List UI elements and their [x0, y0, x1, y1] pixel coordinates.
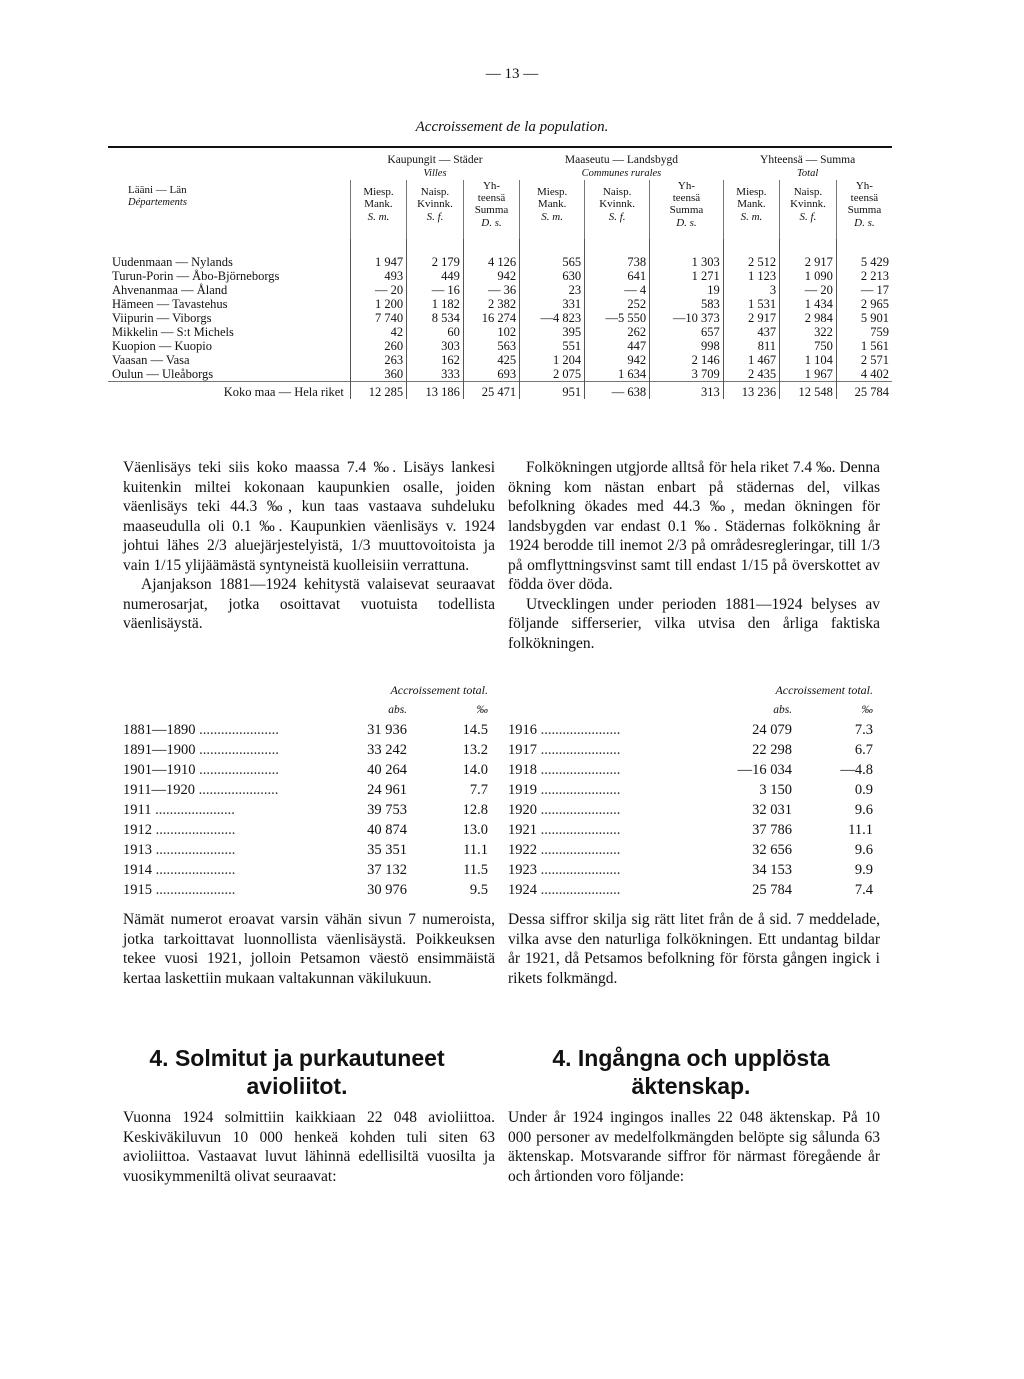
page-number: — 13 —	[485, 66, 539, 82]
table-cell: 1 090	[780, 269, 837, 283]
series-row	[508, 740, 873, 760]
table-cell: 1 104	[780, 353, 837, 367]
table-cell: —4 823	[520, 311, 585, 325]
table-cell: —10 373	[650, 311, 724, 325]
table-cell: 2 917	[723, 311, 779, 325]
table-cell: 263	[350, 353, 406, 367]
region-name: Koko maa — Hela riket	[108, 382, 350, 400]
table-row	[108, 367, 892, 382]
table-cell: 5 429	[836, 239, 892, 269]
table-cell: 583	[650, 297, 724, 311]
table-cell: 942	[463, 269, 519, 283]
series-row	[123, 820, 488, 840]
table-cell: 1 561	[836, 339, 892, 353]
table-cell: 162	[407, 353, 464, 367]
col-female: Naisp. Kvinnk. S. f.	[585, 180, 650, 239]
col-female: Naisp. Kvinnk. S. f.	[407, 180, 464, 239]
series-row	[123, 880, 488, 900]
series-abs: 40 264	[367, 762, 408, 778]
table-cell: 13 236	[723, 382, 779, 400]
table-cell: — 4	[585, 283, 650, 297]
series-abs: 40 874	[367, 822, 408, 838]
series-abs: 25 784	[752, 882, 793, 898]
table-cell: 12 285	[350, 382, 406, 400]
series-abs: 32 031	[752, 802, 793, 818]
series-year: 1919 ......................	[508, 782, 621, 798]
sv-growth-series	[508, 680, 873, 900]
fi-paragraph-2: Ajanjakson 1881—1924 kehitystä valaisevat seuraavat numerosarjat, jotka osoittavat vuotuista todellista väenlisäystä.	[123, 576, 495, 632]
series-row	[508, 800, 873, 820]
table-row	[108, 283, 892, 297]
table-cell: 8 534	[407, 311, 464, 325]
table-cell: 2 179	[407, 239, 464, 269]
population-table	[108, 146, 892, 399]
series-rel: 14.0	[462, 762, 488, 778]
series-row	[508, 820, 873, 840]
region-name: Ahvenanmaa — Åland	[112, 283, 228, 297]
series-year: 1915 ......................	[123, 882, 236, 898]
series-abs: 35 351	[367, 842, 408, 858]
table-cell: 2 213	[836, 269, 892, 283]
fi-paragraph-1: Väenlisäys teki siis koko maassa 7.4 ‰. Lisäys lankesi kuitenkin miltei kokonaan kaupunkien osalle, joiden väenlisäys teki 44.3 ‰, kun taas vastaava suhdeluku maaseudulla oli 0.1 ‰. Kaupunkien väenlisäys v. 1924 johtui lähes 2/3 aluejärjestelyistä, 1/3 muuttovoitoista ja vain 1/15 ylijäämästä syntyneistä kuolleisiin verrattuna.	[123, 459, 495, 574]
series-abs: 37 786	[752, 822, 793, 838]
series-rel: 7.3	[854, 722, 873, 738]
sv-paragraph-4: Under år 1924 ingingos inalles 22 048 äktenskap. På 10 000 personer av medelfolkmängden belöpte sig sålunda 63 äktenskap. Motsvarande siffror för närmast föregående år och årtionden voro följande:	[508, 1109, 880, 1185]
table-cell: 759	[836, 325, 892, 339]
table-cell: 2 146	[650, 353, 724, 367]
table-cell: 565	[520, 239, 585, 269]
table-cell: — 638	[585, 382, 650, 400]
table-cell: 262	[585, 325, 650, 339]
series-title: Accroissement total.	[775, 683, 873, 697]
table-cell: 1 434	[780, 297, 837, 311]
fi-paragraph-3: Nämät numerot eroavat varsin vähän sivun 7 numeroista, jotka tarkoittavat luonnollista väenlisäystä. Poikkeuksen tekee vuosi 1921, jolloin Petsamon väestö ensimmäistä kertaa laskettiin mukaan valtakunnan väkilukuun.	[123, 911, 495, 987]
table-total-row	[108, 382, 892, 400]
series-year: 1913 ......................	[123, 842, 236, 858]
region-name: Uudenmaan — Nylands	[112, 255, 233, 269]
table-cell: — 17	[836, 283, 892, 297]
table-cell: 2 571	[836, 353, 892, 367]
series-abs: 39 753	[367, 802, 408, 818]
table-cell: 16 274	[463, 311, 519, 325]
table-cell: 303	[407, 339, 464, 353]
table-cell: 1 271	[650, 269, 724, 283]
series-row	[508, 780, 873, 800]
table-cell: 2 512	[723, 239, 779, 269]
table-cell: 1 531	[723, 297, 779, 311]
col-total: Yh- teensä Summa D. s.	[650, 180, 724, 239]
col-female: Naisp. Kvinnk. S. f.	[780, 180, 837, 239]
series-year: 1923 ......................	[508, 862, 621, 878]
series-row	[508, 880, 873, 900]
series-rel: 11.5	[463, 862, 488, 878]
table-cell: 738	[585, 239, 650, 269]
series-year: 1924 ......................	[508, 882, 621, 898]
table-cell: 750	[780, 339, 837, 353]
series-year: 1912 ......................	[123, 822, 236, 838]
table-cell: 1 123	[723, 269, 779, 283]
series-abs: 37 132	[367, 862, 408, 878]
series-year: 1911 ......................	[123, 802, 235, 818]
table-cell: 1 634	[585, 367, 650, 382]
series-abs-header: abs.	[773, 704, 793, 716]
table-cell: 2 965	[836, 297, 892, 311]
series-abs: 24 961	[367, 782, 408, 798]
table-caption: Accroissement de la population.	[415, 119, 609, 135]
series-rel: 11.1	[848, 822, 873, 838]
table-cell: 360	[350, 367, 406, 382]
series-row	[123, 760, 488, 780]
table-cell: 449	[407, 269, 464, 283]
table-cell: 2 984	[780, 311, 837, 325]
table-cell: 630	[520, 269, 585, 283]
series-year: 1914 ......................	[123, 862, 236, 878]
table-cell: 693	[463, 367, 519, 382]
table-row	[108, 325, 892, 339]
series-rel: 9.6	[854, 802, 873, 818]
table-row	[108, 353, 892, 367]
group-header-total: Yhteensä — Summa Total	[723, 147, 892, 180]
series-row	[123, 780, 488, 800]
series-rel: 11.1	[463, 842, 488, 858]
group-header-towns: Kaupungit — Städer Villes	[350, 147, 519, 180]
table-cell: 1 200	[350, 297, 406, 311]
table-cell: 437	[723, 325, 779, 339]
table-cell: 563	[463, 339, 519, 353]
series-abs: 32 656	[752, 842, 793, 858]
sv-paragraph-2: Utvecklingen under perioden 1881—1924 belyses av följande sifferserier, vilka utvisa den årliga faktiska folkökningen.	[508, 595, 880, 652]
series-abs: 31 936	[367, 722, 408, 738]
region-name: Mikkelin — S:t Michels	[112, 325, 234, 339]
table-cell: 1 967	[780, 367, 837, 382]
table-cell: — 16	[407, 283, 464, 297]
table-cell: 641	[585, 269, 650, 283]
col-male: Miesp. Mank. S. m.	[520, 180, 585, 239]
table-cell: — 36	[463, 283, 519, 297]
fi-text-block	[123, 458, 495, 634]
table-cell: 13 186	[407, 382, 464, 400]
series-rel: 9.5	[469, 882, 488, 898]
region-name: Viipurin — Viborgs	[112, 311, 212, 325]
table-cell: 42	[350, 325, 406, 339]
col-male: Miesp. Mank. S. m.	[723, 180, 779, 239]
table-cell: 313	[650, 382, 724, 400]
table-cell: 2 075	[520, 367, 585, 382]
table-cell: 333	[407, 367, 464, 382]
table-cell: 425	[463, 353, 519, 367]
region-header: Lääni — Län Départements	[108, 147, 350, 239]
fi-section-heading: 4. Solmitut ja purkautuneet avioliitot.	[149, 1045, 445, 1099]
series-row	[508, 840, 873, 860]
table-row	[108, 339, 892, 353]
table-cell: 942	[585, 353, 650, 367]
table-cell: 25 784	[836, 382, 892, 400]
series-row	[508, 760, 873, 780]
region-name: Kuopion — Kuopio	[112, 339, 212, 353]
table-cell: 23	[520, 283, 585, 297]
fi-growth-series	[123, 680, 488, 900]
series-year: 1911—1920 ......................	[123, 782, 279, 798]
series-row	[508, 860, 873, 880]
region-name: Hämeen — Tavastehus	[112, 297, 228, 311]
sv-paragraph-3: Dessa siffror skilja sig rätt litet från de å sid. 7 meddelade, vilka avse den naturliga folkökningen. Ett undantag bildar år 1921, då Petsamos befolkning för första gången ingick i rikets folkmängd.	[508, 911, 880, 987]
table-cell: 25 471	[463, 382, 519, 400]
series-row	[123, 800, 488, 820]
series-year: 1918 ......................	[508, 762, 621, 778]
table-cell: 1 947	[350, 239, 406, 269]
table-cell: 5 901	[836, 311, 892, 325]
series-row	[123, 840, 488, 860]
table-cell: 4 126	[463, 239, 519, 269]
table-cell: 3	[723, 283, 779, 297]
table-cell: 811	[723, 339, 779, 353]
series-year: 1917 ......................	[508, 742, 621, 758]
region-name: Turun-Porin — Åbo-Björneborgs	[112, 269, 280, 283]
table-cell: 2 382	[463, 297, 519, 311]
col-male: Miesp. Mank. S. m.	[350, 180, 406, 239]
table-cell: 1 182	[407, 297, 464, 311]
series-year: 1901—1910 ......................	[123, 762, 279, 778]
series-year: 1922 ......................	[508, 842, 621, 858]
group-header-rural: Maaseutu — Landsbygd Communes rurales	[520, 147, 724, 180]
series-year: 1891—1900 ......................	[123, 742, 279, 758]
table-cell: 19	[650, 283, 724, 297]
series-rel-header: ‰	[861, 704, 873, 716]
series-year: 1921 ......................	[508, 822, 621, 838]
series-rel: 13.0	[462, 822, 488, 838]
table-row	[108, 297, 892, 311]
series-year: 1920 ......................	[508, 802, 621, 818]
series-abs: 34 153	[752, 862, 793, 878]
series-row	[123, 720, 488, 740]
series-row	[123, 740, 488, 760]
fi-paragraph-4: Vuonna 1924 solmittiin kaikkiaan 22 048 avioliittoa. Keskiväkiluvun 10 000 henkeä kohden tuli siten 63 avioliittoa. Vastaavat luvut lähinnä edellisiltä vuosilta ja vuosikymmeniltä olivat seuraavat:	[123, 1109, 495, 1185]
table-cell: 322	[780, 325, 837, 339]
region-name: Vaasan — Vasa	[112, 353, 190, 367]
series-row	[123, 860, 488, 880]
table-cell: 657	[650, 325, 724, 339]
table-cell: 12 548	[780, 382, 837, 400]
table-cell: 3 709	[650, 367, 724, 382]
table-cell: 1 303	[650, 239, 724, 269]
table-cell: 551	[520, 339, 585, 353]
series-year: 1916 ......................	[508, 722, 621, 738]
col-total: Yh- teensä Summa D. s.	[836, 180, 892, 239]
table-cell: 1 467	[723, 353, 779, 367]
series-rel: 0.9	[854, 782, 873, 798]
table-cell: 951	[520, 382, 585, 400]
series-rel: —4.8	[840, 762, 873, 778]
series-abs: 24 079	[752, 722, 793, 738]
series-rel: 9.9	[854, 862, 873, 878]
table-cell: — 20	[780, 283, 837, 297]
sv-paragraph-1: Folkökningen utgjorde alltså för hela riket 7.4 ‰. Denna ökning kom nästan enbart på städernas del, vilkas befolkning ökades med 44.3 ‰, medan ökningen för landsbygden var endast 0.1 ‰. Städernas folkökning år 1924 berodde till inemot 2/3 på områdesregleringar, till 1/3 på omflyttningsvinst samt till endast 1/15 på överskottet av födda över döda.	[508, 459, 880, 593]
series-rel: 7.7	[469, 782, 488, 798]
series-title: Accroissement total.	[390, 683, 488, 697]
table-cell: 1 204	[520, 353, 585, 367]
region-name: Oulun — Uleåborgs	[112, 367, 214, 381]
series-rel: 9.6	[854, 842, 873, 858]
series-rel: 7.4	[854, 882, 873, 898]
table-cell: 998	[650, 339, 724, 353]
series-rel: 12.8	[462, 802, 488, 818]
col-total: Yh- teensä Summa D. s.	[463, 180, 519, 239]
table-cell: — 20	[350, 283, 406, 297]
table-cell: 2 917	[780, 239, 837, 269]
table-row	[108, 239, 892, 269]
table-cell: 260	[350, 339, 406, 353]
table-cell: 4 402	[836, 367, 892, 382]
series-rel: 13.2	[462, 742, 488, 758]
table-cell: 2 435	[723, 367, 779, 382]
table-cell: 493	[350, 269, 406, 283]
table-cell: —5 550	[585, 311, 650, 325]
table-cell: 7 740	[350, 311, 406, 325]
sv-section-heading: 4. Ingångna och upplösta äktenskap.	[552, 1045, 830, 1099]
table-cell: 331	[520, 297, 585, 311]
series-abs: —16 034	[737, 762, 793, 778]
table-row	[108, 269, 892, 283]
series-abs: 30 976	[367, 882, 408, 898]
series-abs: 3 150	[759, 782, 793, 798]
table-cell: 395	[520, 325, 585, 339]
table-cell: 252	[585, 297, 650, 311]
table-cell: 60	[407, 325, 464, 339]
series-rel: 14.5	[462, 722, 488, 738]
series-abs: 33 242	[367, 742, 408, 758]
sv-text-block	[508, 458, 880, 653]
table-row	[108, 311, 892, 325]
table-cell: 447	[585, 339, 650, 353]
series-abs: 22 298	[752, 742, 793, 758]
series-rel: 6.7	[854, 742, 873, 758]
series-abs-header: abs.	[388, 704, 408, 716]
table-cell: 102	[463, 325, 519, 339]
series-row	[508, 720, 873, 740]
series-year: 1881—1890 ......................	[123, 722, 279, 738]
series-rel-header: ‰	[476, 704, 488, 716]
